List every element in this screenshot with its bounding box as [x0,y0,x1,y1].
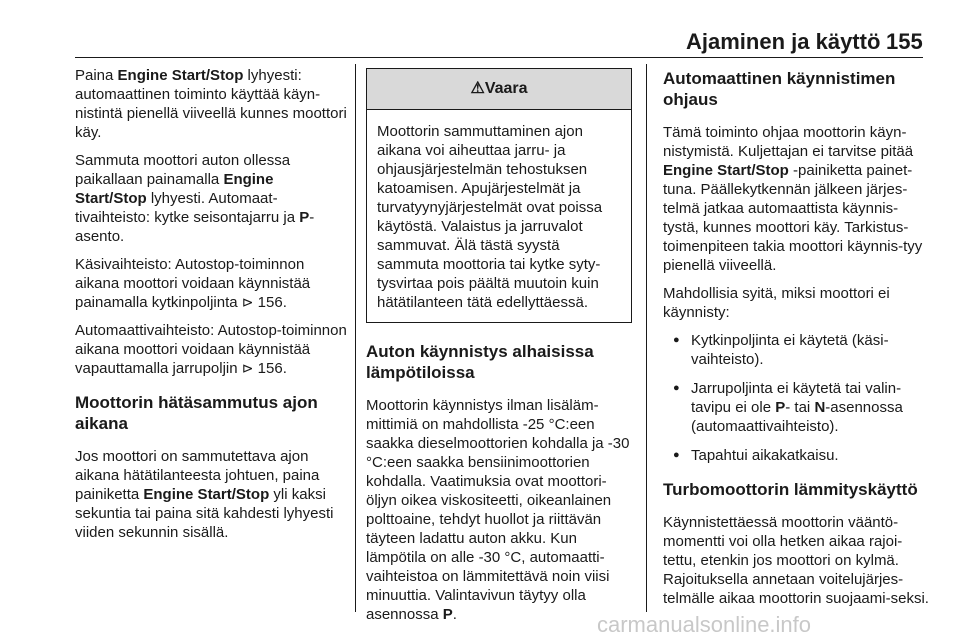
watermark: carmanualsonline.info [597,612,812,637]
paragraph: Sammuta moottori auton ollessa paikallaan painamalla Engine Start/Stop lyhyesti. Automaat-tivaihteisto: kytke seisontajarru ja P-asento. [75,152,315,245]
page-ref-link[interactable]: 156. [253,360,287,377]
paragraph: Tämä toiminto ohjaa moottorin käyn-nistymistä. Kuljettajan ei tarvitse pitää Engine Start/Stop -painiketta painet-tuna. Päällekytkennän jälkeen järjes-telmä jatkaa automaattista käynnis-tystä, kunnes moottori käy. Tarkistus-toimenpiteen takia moottori käynnis-tyy pienellä viiveellä. [663,124,923,274]
paragraph: Mahdollisia syitä, miksi moottori ei käynnisty: [663,285,890,321]
header-rule [75,57,923,58]
warning-text: Moottorin sammuttaminen ajon aikana voi aiheuttaa jarru- ja ohjausjärjestelmän tehostuksen katoamisen. Apujärjestelmät ja turvatyynyjärjestelmät ovat poissa käytöstä. Valaistus ja jarruvalot sammuvat. Älä tästä syystä sammuta moottoria tai kytke syty-tysvirtaa pois päältä muutoin kuin hätätilanteen tätä edellyttäessä. [377,123,603,311]
section-title: Ajaminen ja käyttö [686,29,881,54]
column-1 [75,66,347,551]
section-heading: Automaattinen käynnistimen ohjaus [663,69,896,109]
paragraph: Automaattivaihteisto: Autostop-toiminnon aikana moottori voidaan käynnistää vapauttamalla jarrupoljin ⊳ 156. [75,322,347,377]
warning-box [366,68,632,323]
list-item: ● Kytkinpoljinta ei käytetä (käsi-vaihteisto). [663,331,931,369]
column-divider-1 [355,64,356,612]
paragraph: Käynnistettäessä moottorin vääntö-momentti voi olla hetken aikaa rajoi-tettu, etenkin jos moottori on kylmä. Rajoituksella annetaan voitelujärjes-telmälle aikaa moottorin suojaami-seksi. [663,514,929,607]
paragraph: Käsivaihteisto: Autostop-toiminnon aikana moottori voidaan käynnistää painamalla kytkinpoljinta ⊳ 156. [75,256,311,311]
section-heading: Auton käynnistys alhaisissa lämpötiloissa [366,342,594,382]
warning-title: Vaara [484,80,528,97]
list-item: ● Jarrupoljinta ei käytetä tai valin-tavipu ei ole P- tai N-asennossa (automaattivaihteisto). [663,379,931,436]
section-heading: Turbomoottorin lämmityskäyttö [663,480,918,499]
column-3 [663,66,931,617]
section-heading: Moottorin hätäsammutus ajon aikana [75,393,318,433]
page-ref-arrow-icon: ⊳ [241,360,254,376]
paragraph: Jos moottori on sammutettava ajon aikana hätätilanteesta johtuen, paina painiketta Engine Start/Stop yli kaksi sekuntia tai paina sitä kahdesti lyhyesti viiden sekunnin sisällä. [75,448,334,541]
warning-header [367,69,631,110]
warning-icon: ⚠ [470,80,485,97]
page-ref-arrow-icon: ⊳ [241,294,254,310]
page-ref-link[interactable]: 156. [253,294,287,311]
column-divider-2 [646,64,647,612]
paragraph: Moottorin käynnistys ilman lisäläm-mittimiä on mahdollista -25 °C:een saakka dieselmoottorien kohdalla ja -30 °C:een saakka bensiinimoottorien kohdalla. Vaatimuksia ovat moottori-öljyn oikea viskositeetti, oikeanlainen polttoaine, tehdyt huollot ja riittävän täyteen ladattu auton akku. Kun lämpötila on alle -30 °C, automaatti-vaihteistoa on lämmitettävä noin viisi minuuttia. Valintavivun täytyy olla asennossa P. [366,397,630,623]
reasons-list [663,331,931,465]
page-number: 155 [886,29,923,54]
column-2 [366,66,632,633]
paragraph: Paina Engine Start/Stop lyhyesti: automaattinen toiminto käyttää käyn-nistintä pienellä viiveellä kunnes moottori käy. [75,67,347,141]
list-item: ● Tapahtui aikakatkaisu. [663,446,931,465]
